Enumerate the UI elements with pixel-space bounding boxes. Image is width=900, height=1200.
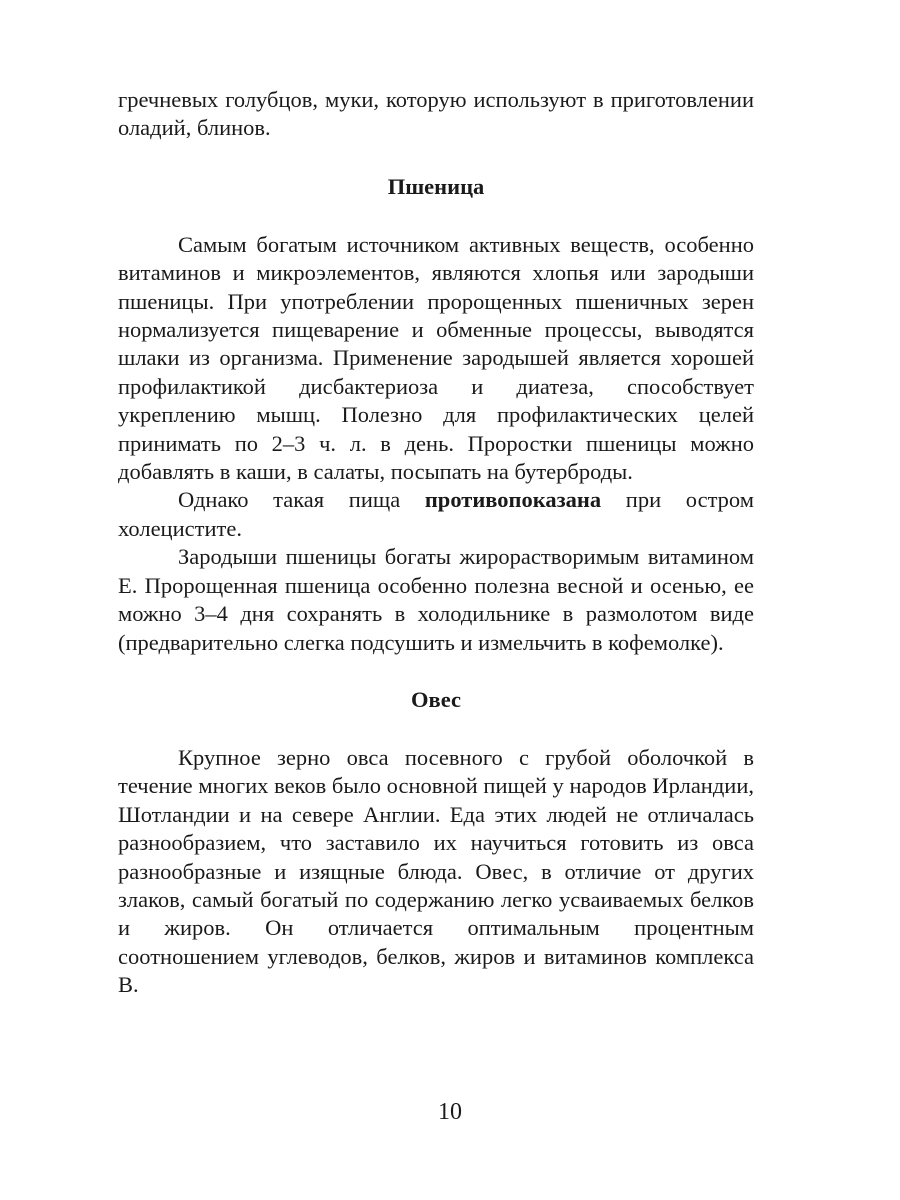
intro-paragraph: гречневых голубцов, муки, которую используют в приготовлении оладий, блинов. bbox=[118, 87, 754, 141]
contraindicated-emphasis: противопоказана bbox=[424, 487, 602, 513]
wheat-paragraph-1: Самым богатым источником активных веществ, особенно витаминов и микроэлементов, являются хлопья или зародыши пшеницы. При употреблении пророщенных пшеничных зерен нормализуется пищеварение и обменные процессы, выводятся шлаки из организма. Применение зародышей является хорошей профилактикой дисбактериоза и диатеза, способствует укреплению мышц. Полезно для профилактических целей принимать по 2–3 ч. л. в день. Проростки пшеницы можно добавлять в каши, в салаты, посыпать на бутерброды. bbox=[118, 231, 754, 485]
wheat-paragraph-2-start: Однако такая пища bbox=[178, 487, 425, 513]
wheat-paragraph-2 bbox=[118, 486, 754, 543]
page-number: 10 bbox=[438, 1099, 462, 1125]
oats-paragraph-1: Крупное зерно овса посевного с грубой оболочкой в течение многих веков было основной пищей у народов Ирландии, Шотландии и на севере Англии. Еда этих людей не отличалась разнообразием, что заставило их научиться готовить из овса разнообразные и изящные блюда. Овес, в отличие от других злаков, самый богатый по содержанию легко усваиваемых белков и жиров. Он отличается оптимальным процентным соотношением углеводов, белков, жиров и витаминов комплекса В. bbox=[118, 744, 754, 998]
wheat-paragraph-3: Зародыши пшеницы богаты жирорастворимым витамином Е. Пророщенная пшеница особенно полезна весной и осенью, ее можно 3–4 дня сохранять в холодильнике в размолотом виде (предварительно слегка подсушить и измельчить в кофемолке). bbox=[118, 544, 754, 655]
section-title-wheat: Пшеница bbox=[387, 173, 485, 199]
page-content bbox=[118, 86, 754, 1000]
section-title-oats: Овес bbox=[411, 686, 461, 712]
wheat-paragraph-2-end: при остром холецистите. bbox=[118, 487, 754, 541]
